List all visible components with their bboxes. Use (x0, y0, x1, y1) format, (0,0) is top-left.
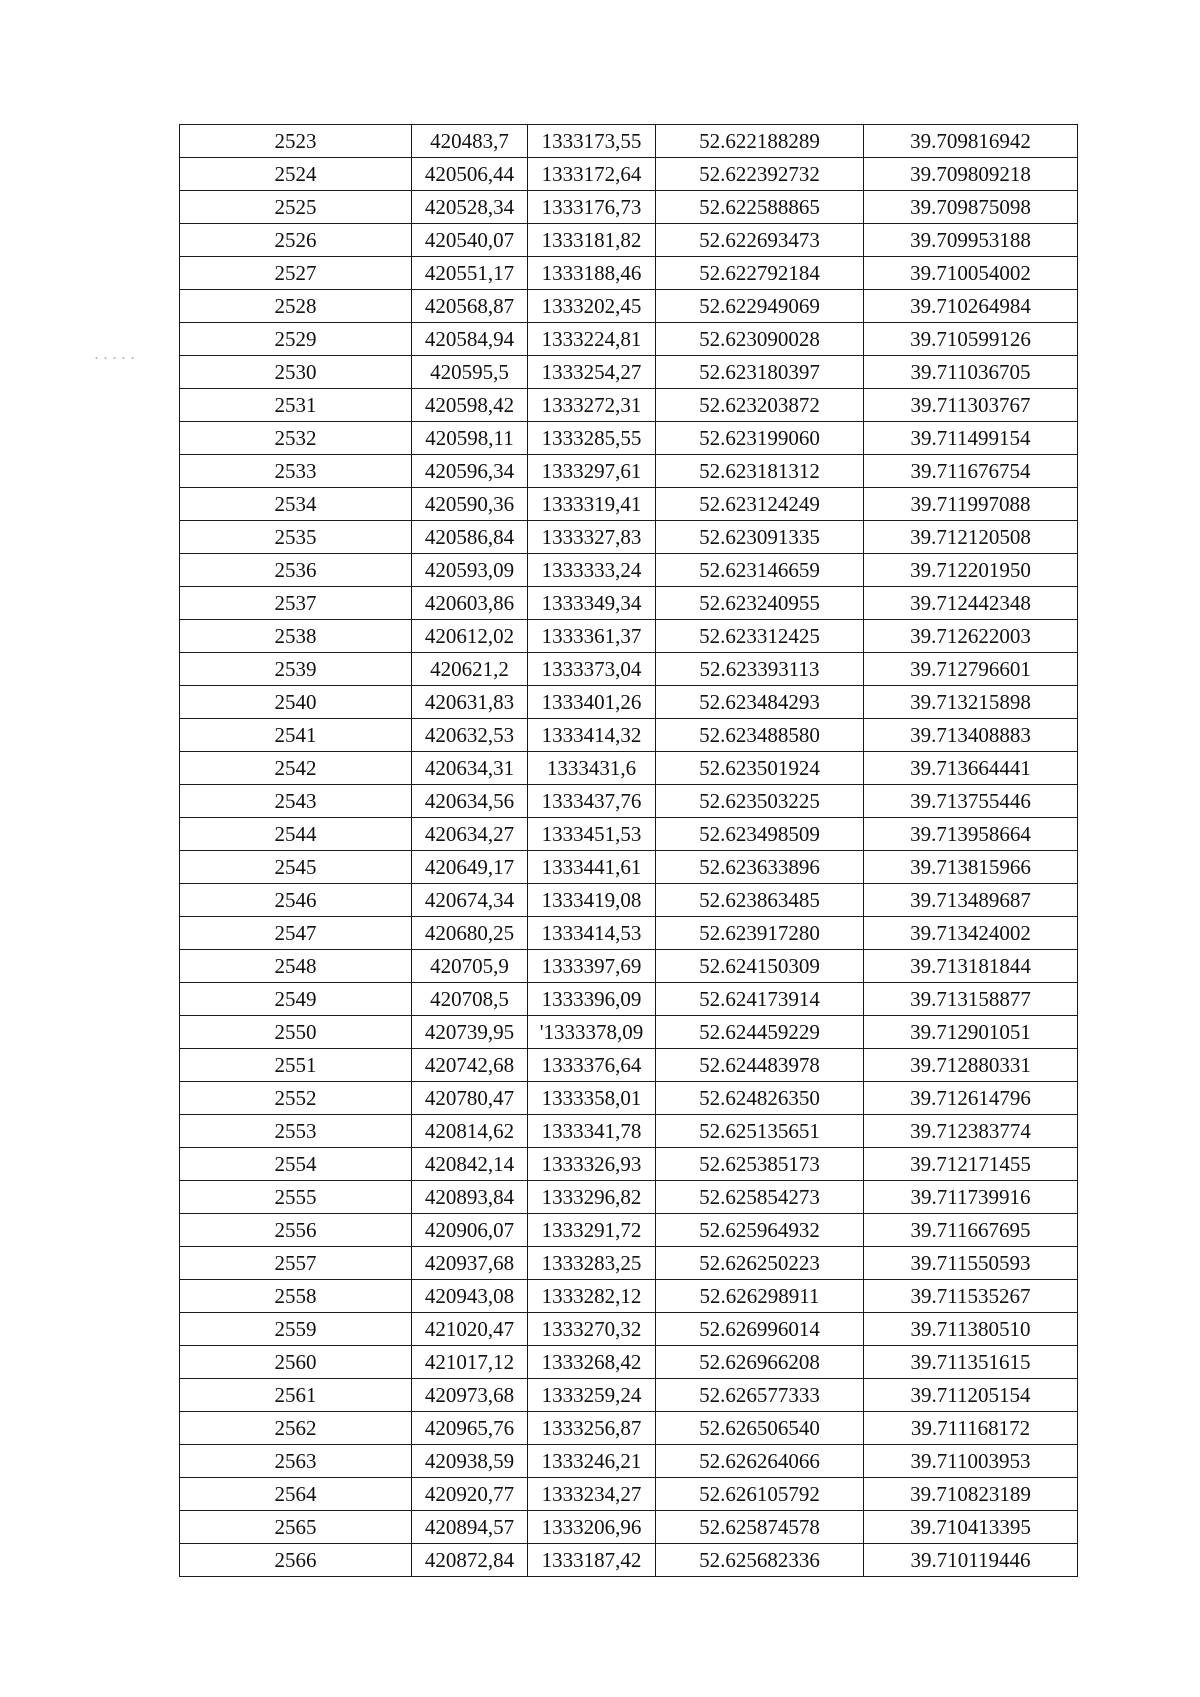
table-row (180, 1313, 1078, 1346)
point-number-cell: 2566 (180, 1544, 412, 1577)
coordinates-table (179, 124, 1078, 1577)
x-coordinate-cell: 420680,25 (412, 917, 528, 950)
x-coordinate-cell: 420584,94 (412, 323, 528, 356)
y-coordinate-cell: 1333202,45 (528, 290, 656, 323)
longitude-cell: 39.712442348 (864, 587, 1078, 620)
x-coordinate-cell: 420893,84 (412, 1181, 528, 1214)
y-coordinate-cell: 1333254,27 (528, 356, 656, 389)
point-number-cell: 2555 (180, 1181, 412, 1214)
y-coordinate-cell: 1333268,42 (528, 1346, 656, 1379)
x-coordinate-cell: 420906,07 (412, 1214, 528, 1247)
table-row (180, 884, 1078, 917)
longitude-cell: 39.711205154 (864, 1379, 1078, 1412)
x-coordinate-cell: 420938,59 (412, 1445, 528, 1478)
y-coordinate-cell: 1333414,53 (528, 917, 656, 950)
x-coordinate-cell: 420621,2 (412, 653, 528, 686)
latitude-cell: 52.624826350 (656, 1082, 864, 1115)
latitude-cell: 52.623917280 (656, 917, 864, 950)
table-row (180, 653, 1078, 686)
y-coordinate-cell: 1333341,78 (528, 1115, 656, 1148)
point-number-cell: 2553 (180, 1115, 412, 1148)
table-row (180, 1148, 1078, 1181)
point-number-cell: 2539 (180, 653, 412, 686)
latitude-cell: 52.623124249 (656, 488, 864, 521)
latitude-cell: 52.623863485 (656, 884, 864, 917)
x-coordinate-cell: 420708,5 (412, 983, 528, 1016)
latitude-cell: 52.622392732 (656, 158, 864, 191)
table-row (180, 1082, 1078, 1115)
x-coordinate-cell: 420872,84 (412, 1544, 528, 1577)
point-number-cell: 2535 (180, 521, 412, 554)
table-row (180, 950, 1078, 983)
latitude-cell: 52.623503225 (656, 785, 864, 818)
longitude-cell: 39.713958664 (864, 818, 1078, 851)
table-row (180, 587, 1078, 620)
y-coordinate-cell: 1333296,82 (528, 1181, 656, 1214)
x-coordinate-cell: 420598,11 (412, 422, 528, 455)
point-number-cell: 2538 (180, 620, 412, 653)
latitude-cell: 52.625874578 (656, 1511, 864, 1544)
latitude-cell: 52.623488580 (656, 719, 864, 752)
longitude-cell: 39.713815966 (864, 851, 1078, 884)
table-row (180, 1544, 1078, 1577)
table-row (180, 1379, 1078, 1412)
longitude-cell: 39.712880331 (864, 1049, 1078, 1082)
table-row (180, 389, 1078, 422)
y-coordinate-cell: 1333414,32 (528, 719, 656, 752)
longitude-cell: 39.713215898 (864, 686, 1078, 719)
y-coordinate-cell: 1333272,31 (528, 389, 656, 422)
y-coordinate-cell: 1333319,41 (528, 488, 656, 521)
point-number-cell: 2551 (180, 1049, 412, 1082)
latitude-cell: 52.623633896 (656, 851, 864, 884)
point-number-cell: 2563 (180, 1445, 412, 1478)
point-number-cell: 2560 (180, 1346, 412, 1379)
latitude-cell: 52.622693473 (656, 224, 864, 257)
y-coordinate-cell: 1333326,93 (528, 1148, 656, 1181)
y-coordinate-cell: 1333397,69 (528, 950, 656, 983)
longitude-cell: 39.713489687 (864, 884, 1078, 917)
longitude-cell: 39.712120508 (864, 521, 1078, 554)
latitude-cell: 52.623181312 (656, 455, 864, 488)
longitude-cell: 39.712201950 (864, 554, 1078, 587)
x-coordinate-cell: 420632,53 (412, 719, 528, 752)
x-coordinate-cell: 420506,44 (412, 158, 528, 191)
x-coordinate-cell: 420814,62 (412, 1115, 528, 1148)
point-number-cell: 2536 (180, 554, 412, 587)
point-number-cell: 2547 (180, 917, 412, 950)
table-row (180, 719, 1078, 752)
latitude-cell: 52.625964932 (656, 1214, 864, 1247)
x-coordinate-cell: 420965,76 (412, 1412, 528, 1445)
y-coordinate-cell: 1333246,21 (528, 1445, 656, 1478)
y-coordinate-cell: 1333376,64 (528, 1049, 656, 1082)
longitude-cell: 39.712901051 (864, 1016, 1078, 1049)
table-row (180, 356, 1078, 389)
x-coordinate-cell: 420649,17 (412, 851, 528, 884)
table-row (180, 917, 1078, 950)
longitude-cell: 39.709953188 (864, 224, 1078, 257)
point-number-cell: 2523 (180, 125, 412, 158)
latitude-cell: 52.623501924 (656, 752, 864, 785)
longitude-cell: 39.710823189 (864, 1478, 1078, 1511)
x-coordinate-cell: 420593,09 (412, 554, 528, 587)
point-number-cell: 2565 (180, 1511, 412, 1544)
x-coordinate-cell: 420780,47 (412, 1082, 528, 1115)
table-row (180, 1346, 1078, 1379)
table-row (180, 1478, 1078, 1511)
latitude-cell: 52.623199060 (656, 422, 864, 455)
longitude-cell: 39.712383774 (864, 1115, 1078, 1148)
y-coordinate-cell: 1333358,01 (528, 1082, 656, 1115)
latitude-cell: 52.623146659 (656, 554, 864, 587)
scan-speck-marks (92, 357, 138, 359)
latitude-cell: 52.626577333 (656, 1379, 864, 1412)
y-coordinate-cell: 1333270,32 (528, 1313, 656, 1346)
latitude-cell: 52.624459229 (656, 1016, 864, 1049)
table-row (180, 686, 1078, 719)
latitude-cell: 52.623090028 (656, 323, 864, 356)
x-coordinate-cell: 421017,12 (412, 1346, 528, 1379)
point-number-cell: 2531 (180, 389, 412, 422)
x-coordinate-cell: 420528,34 (412, 191, 528, 224)
longitude-cell: 39.710119446 (864, 1544, 1078, 1577)
point-number-cell: 2562 (180, 1412, 412, 1445)
x-coordinate-cell: 420943,08 (412, 1280, 528, 1313)
longitude-cell: 39.711676754 (864, 455, 1078, 488)
point-number-cell: 2541 (180, 719, 412, 752)
y-coordinate-cell: 1333282,12 (528, 1280, 656, 1313)
y-coordinate-cell: 1333224,81 (528, 323, 656, 356)
y-coordinate-cell: 1333396,09 (528, 983, 656, 1016)
latitude-cell: 52.626250223 (656, 1247, 864, 1280)
point-number-cell: 2525 (180, 191, 412, 224)
table-row (180, 983, 1078, 1016)
longitude-cell: 39.712796601 (864, 653, 1078, 686)
y-coordinate-cell: 1333431,6 (528, 752, 656, 785)
latitude-cell: 52.626298911 (656, 1280, 864, 1313)
x-coordinate-cell: 420973,68 (412, 1379, 528, 1412)
x-coordinate-cell: 420596,34 (412, 455, 528, 488)
coordinates-table-body (180, 125, 1078, 1577)
longitude-cell: 39.711351615 (864, 1346, 1078, 1379)
x-coordinate-cell: 420590,36 (412, 488, 528, 521)
point-number-cell: 2540 (180, 686, 412, 719)
point-number-cell: 2526 (180, 224, 412, 257)
y-coordinate-cell: 1333173,55 (528, 125, 656, 158)
y-coordinate-cell: 1333441,61 (528, 851, 656, 884)
y-coordinate-cell: 1333401,26 (528, 686, 656, 719)
point-number-cell: 2529 (180, 323, 412, 356)
y-coordinate-cell: '1333378,09 (528, 1016, 656, 1049)
latitude-cell: 52.624483978 (656, 1049, 864, 1082)
x-coordinate-cell: 420483,7 (412, 125, 528, 158)
table-row (180, 1049, 1078, 1082)
table-row (180, 257, 1078, 290)
table-row (180, 818, 1078, 851)
longitude-cell: 39.711997088 (864, 488, 1078, 521)
table-row (180, 1280, 1078, 1313)
latitude-cell: 52.623312425 (656, 620, 864, 653)
y-coordinate-cell: 1333256,87 (528, 1412, 656, 1445)
y-coordinate-cell: 1333206,96 (528, 1511, 656, 1544)
point-number-cell: 2559 (180, 1313, 412, 1346)
point-number-cell: 2542 (180, 752, 412, 785)
point-number-cell: 2550 (180, 1016, 412, 1049)
table-row (180, 1016, 1078, 1049)
point-number-cell: 2532 (180, 422, 412, 455)
point-number-cell: 2546 (180, 884, 412, 917)
y-coordinate-cell: 1333259,24 (528, 1379, 656, 1412)
latitude-cell: 52.626966208 (656, 1346, 864, 1379)
x-coordinate-cell: 420586,84 (412, 521, 528, 554)
longitude-cell: 39.713664441 (864, 752, 1078, 785)
y-coordinate-cell: 1333291,72 (528, 1214, 656, 1247)
table-row (180, 752, 1078, 785)
table-row (180, 1412, 1078, 1445)
point-number-cell: 2530 (180, 356, 412, 389)
x-coordinate-cell: 420568,87 (412, 290, 528, 323)
point-number-cell: 2557 (180, 1247, 412, 1280)
x-coordinate-cell: 420739,95 (412, 1016, 528, 1049)
x-coordinate-cell: 421020,47 (412, 1313, 528, 1346)
longitude-cell: 39.710264984 (864, 290, 1078, 323)
y-coordinate-cell: 1333181,82 (528, 224, 656, 257)
x-coordinate-cell: 420894,57 (412, 1511, 528, 1544)
latitude-cell: 52.624173914 (656, 983, 864, 1016)
y-coordinate-cell: 1333283,25 (528, 1247, 656, 1280)
latitude-cell: 52.622949069 (656, 290, 864, 323)
table-row (180, 851, 1078, 884)
point-number-cell: 2552 (180, 1082, 412, 1115)
y-coordinate-cell: 1333187,42 (528, 1544, 656, 1577)
table-row (180, 158, 1078, 191)
table-row (180, 422, 1078, 455)
point-number-cell: 2527 (180, 257, 412, 290)
x-coordinate-cell: 420551,17 (412, 257, 528, 290)
x-coordinate-cell: 420742,68 (412, 1049, 528, 1082)
x-coordinate-cell: 420634,56 (412, 785, 528, 818)
x-coordinate-cell: 420612,02 (412, 620, 528, 653)
y-coordinate-cell: 1333234,27 (528, 1478, 656, 1511)
point-number-cell: 2548 (180, 950, 412, 983)
y-coordinate-cell: 1333188,46 (528, 257, 656, 290)
longitude-cell: 39.709809218 (864, 158, 1078, 191)
table-row (180, 1115, 1078, 1148)
table-row (180, 1445, 1078, 1478)
table-row (180, 1247, 1078, 1280)
longitude-cell: 39.709875098 (864, 191, 1078, 224)
longitude-cell: 39.710054002 (864, 257, 1078, 290)
y-coordinate-cell: 1333333,24 (528, 554, 656, 587)
x-coordinate-cell: 420603,86 (412, 587, 528, 620)
latitude-cell: 52.625385173 (656, 1148, 864, 1181)
y-coordinate-cell: 1333172,64 (528, 158, 656, 191)
longitude-cell: 39.713408883 (864, 719, 1078, 752)
point-number-cell: 2534 (180, 488, 412, 521)
latitude-cell: 52.623203872 (656, 389, 864, 422)
table-row (180, 323, 1078, 356)
longitude-cell: 39.713424002 (864, 917, 1078, 950)
latitude-cell: 52.626506540 (656, 1412, 864, 1445)
latitude-cell: 52.623240955 (656, 587, 864, 620)
longitude-cell: 39.712171455 (864, 1148, 1078, 1181)
table-row (180, 488, 1078, 521)
latitude-cell: 52.623180397 (656, 356, 864, 389)
longitude-cell: 39.711168172 (864, 1412, 1078, 1445)
latitude-cell: 52.622588865 (656, 191, 864, 224)
y-coordinate-cell: 1333176,73 (528, 191, 656, 224)
point-number-cell: 2556 (180, 1214, 412, 1247)
latitude-cell: 52.626105792 (656, 1478, 864, 1511)
latitude-cell: 52.623498509 (656, 818, 864, 851)
y-coordinate-cell: 1333285,55 (528, 422, 656, 455)
latitude-cell: 52.622188289 (656, 125, 864, 158)
latitude-cell: 52.625682336 (656, 1544, 864, 1577)
x-coordinate-cell: 420842,14 (412, 1148, 528, 1181)
latitude-cell: 52.626264066 (656, 1445, 864, 1478)
point-number-cell: 2537 (180, 587, 412, 620)
latitude-cell: 52.625135651 (656, 1115, 864, 1148)
latitude-cell: 52.626996014 (656, 1313, 864, 1346)
point-number-cell: 2544 (180, 818, 412, 851)
point-number-cell: 2564 (180, 1478, 412, 1511)
longitude-cell: 39.710599126 (864, 323, 1078, 356)
longitude-cell: 39.709816942 (864, 125, 1078, 158)
latitude-cell: 52.623091335 (656, 521, 864, 554)
latitude-cell: 52.623484293 (656, 686, 864, 719)
table-row (180, 521, 1078, 554)
point-number-cell: 2554 (180, 1148, 412, 1181)
longitude-cell: 39.711036705 (864, 356, 1078, 389)
longitude-cell: 39.713158877 (864, 983, 1078, 1016)
longitude-cell: 39.711380510 (864, 1313, 1078, 1346)
table-row (180, 455, 1078, 488)
point-number-cell: 2545 (180, 851, 412, 884)
longitude-cell: 39.711739916 (864, 1181, 1078, 1214)
x-coordinate-cell: 420705,9 (412, 950, 528, 983)
y-coordinate-cell: 1333297,61 (528, 455, 656, 488)
point-number-cell: 2543 (180, 785, 412, 818)
table-row (180, 1511, 1078, 1544)
point-number-cell: 2528 (180, 290, 412, 323)
longitude-cell: 39.711667695 (864, 1214, 1078, 1247)
latitude-cell: 52.624150309 (656, 950, 864, 983)
longitude-cell: 39.711535267 (864, 1280, 1078, 1313)
x-coordinate-cell: 420631,83 (412, 686, 528, 719)
longitude-cell: 39.711499154 (864, 422, 1078, 455)
point-number-cell: 2524 (180, 158, 412, 191)
y-coordinate-cell: 1333451,53 (528, 818, 656, 851)
table-row (180, 1181, 1078, 1214)
x-coordinate-cell: 420674,34 (412, 884, 528, 917)
table-row (180, 224, 1078, 257)
point-number-cell: 2533 (180, 455, 412, 488)
longitude-cell: 39.710413395 (864, 1511, 1078, 1544)
x-coordinate-cell: 420937,68 (412, 1247, 528, 1280)
table-row (180, 125, 1078, 158)
latitude-cell: 52.625854273 (656, 1181, 864, 1214)
table-row (180, 191, 1078, 224)
longitude-cell: 39.713181844 (864, 950, 1078, 983)
latitude-cell: 52.622792184 (656, 257, 864, 290)
x-coordinate-cell: 420595,5 (412, 356, 528, 389)
y-coordinate-cell: 1333437,76 (528, 785, 656, 818)
point-number-cell: 2549 (180, 983, 412, 1016)
x-coordinate-cell: 420540,07 (412, 224, 528, 257)
point-number-cell: 2558 (180, 1280, 412, 1313)
x-coordinate-cell: 420920,77 (412, 1478, 528, 1511)
table-row (180, 785, 1078, 818)
y-coordinate-cell: 1333373,04 (528, 653, 656, 686)
y-coordinate-cell: 1333361,37 (528, 620, 656, 653)
table-row (180, 620, 1078, 653)
latitude-cell: 52.623393113 (656, 653, 864, 686)
table-row (180, 554, 1078, 587)
longitude-cell: 39.711550593 (864, 1247, 1078, 1280)
longitude-cell: 39.711003953 (864, 1445, 1078, 1478)
longitude-cell: 39.713755446 (864, 785, 1078, 818)
point-number-cell: 2561 (180, 1379, 412, 1412)
y-coordinate-cell: 1333419,08 (528, 884, 656, 917)
x-coordinate-cell: 420634,27 (412, 818, 528, 851)
table-row (180, 1214, 1078, 1247)
y-coordinate-cell: 1333349,34 (528, 587, 656, 620)
table-row (180, 290, 1078, 323)
y-coordinate-cell: 1333327,83 (528, 521, 656, 554)
longitude-cell: 39.712622003 (864, 620, 1078, 653)
x-coordinate-cell: 420634,31 (412, 752, 528, 785)
longitude-cell: 39.712614796 (864, 1082, 1078, 1115)
x-coordinate-cell: 420598,42 (412, 389, 528, 422)
longitude-cell: 39.711303767 (864, 389, 1078, 422)
